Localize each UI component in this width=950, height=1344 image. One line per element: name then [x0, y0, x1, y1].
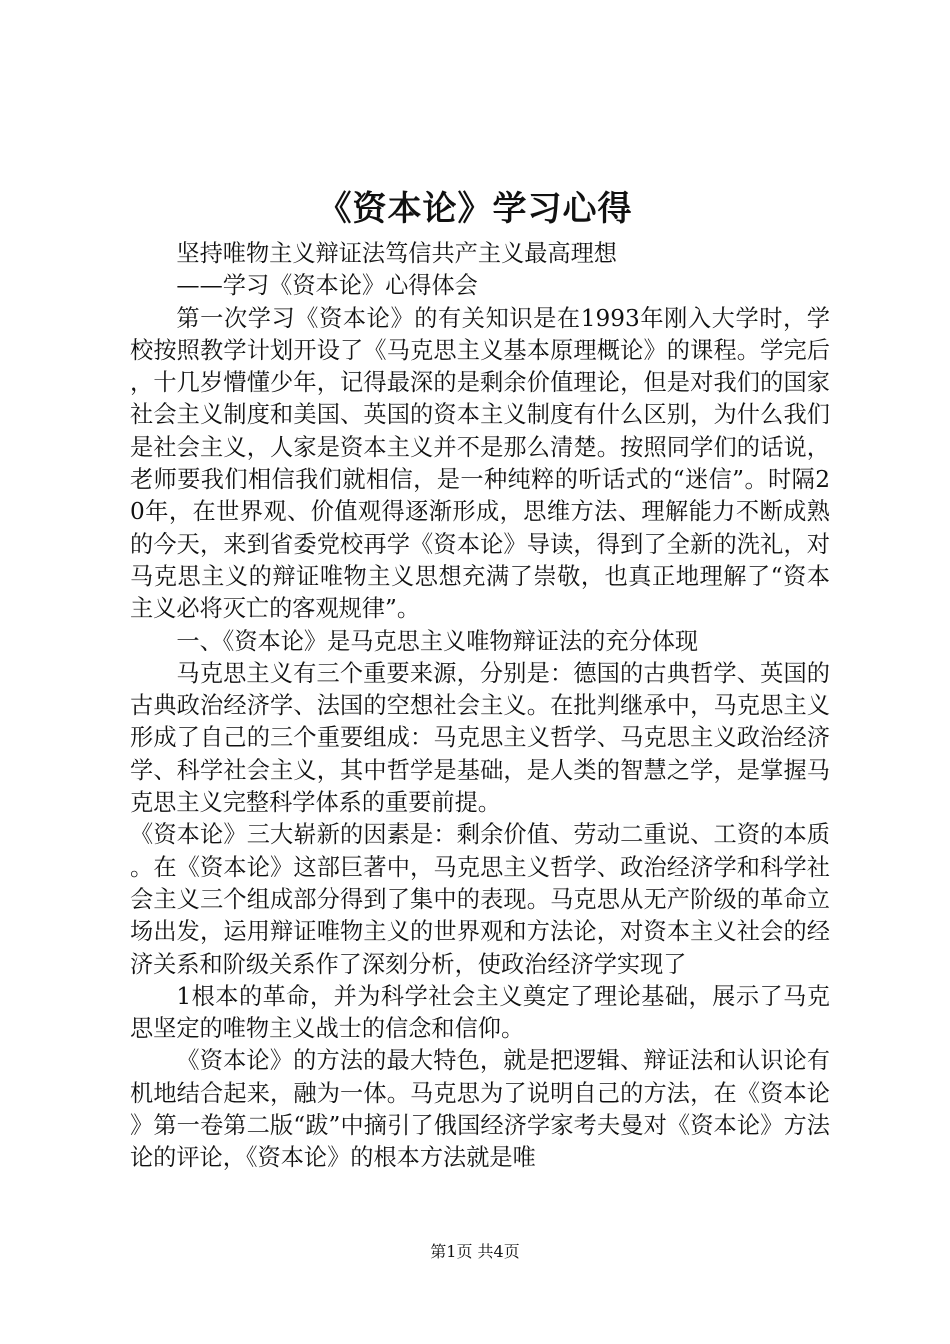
section-heading-1: 一、《资本论》是马克思主义唯物辩证法的充分体现	[176, 627, 699, 655]
paragraph-sources: 马克思主义有三个重要来源，分别是：德国的古典哲学、英国的古典政治经济学、法国的空想社会主义。在批判继承中，马克思主义形成了自己的三个重要组成：马克思主义哲学、马克思主义政治经济学、科学社会主义，其中哲学是基础，是人类的智慧之学，是掌握马克思主义完整科学体系的重要前提。	[130, 659, 830, 817]
paragraph-elements: 《资本论》三大崭新的因素是：剩余价值、劳动二重说、工资的本质。在《资本论》这部巨著中，马克思主义哲学、政治经济学和科学社会主义三个组成部分得到了集中的表现。马克思从无产阶级的革命立场出发，运用辩证唯物主义的世界观和方法论，对资本主义社会的经济关系和阶级关系作了深刻分析，使政治经济学实现了	[130, 821, 830, 978]
paragraph-intro: 第一次学习《资本论》的有关知识是在1993年刚入大学时，学校按照教学计划开设了《马克思主义基本原理概论》的课程。学完后，十几岁懵懂少年，记得最深的是剩余价值理论，但是对我们的国家社会主义制度和美国、英国的资本主义制度有什么区别，为什么我们是社会主义，人家是资本主义并不是那么清楚。按照同学们的话说，老师要我们相信我们就相信，是一种纯粹的听话式的“迷信”。时隔20年，在世界观、价值观得逐渐形成，思维方法、理解能力不断成熟的今天，来到省委党校再学《资本论》导读，得到了全新的洗礼，对马克思主义的辩证唯物主义思想充满了崇敬，也真正地理解了“资本主义必将灭亡的客观规律”。	[130, 304, 830, 623]
subtitle-dash-line: ——学习《资本论》心得体会	[176, 272, 478, 300]
document-title: 《资本论》学习心得	[317, 189, 633, 229]
subtitle-line: 坚持唯物主义辩证法笃信共产主义最高理想	[176, 240, 617, 267]
page-footer: 第1页 共4页	[430, 1242, 520, 1261]
document-body	[130, 238, 830, 1175]
paragraph-method: 《资本论》的方法的最大特色，就是把逻辑、辩证法和认识论有机地结合起来，融为一体。马克思为了说明自己的方法，在《资本论》第一卷第二版“跋”中摘引了俄国经济学家考夫曼对《资本论》方法论的评论，《资本论》的根本方法就是唯	[130, 1047, 830, 1172]
paragraph-revolution: 1根本的革命，并为科学社会主义奠定了理论基础，展示了马克思坚定的唯物主义战士的信念和信仰。	[130, 982, 830, 1043]
